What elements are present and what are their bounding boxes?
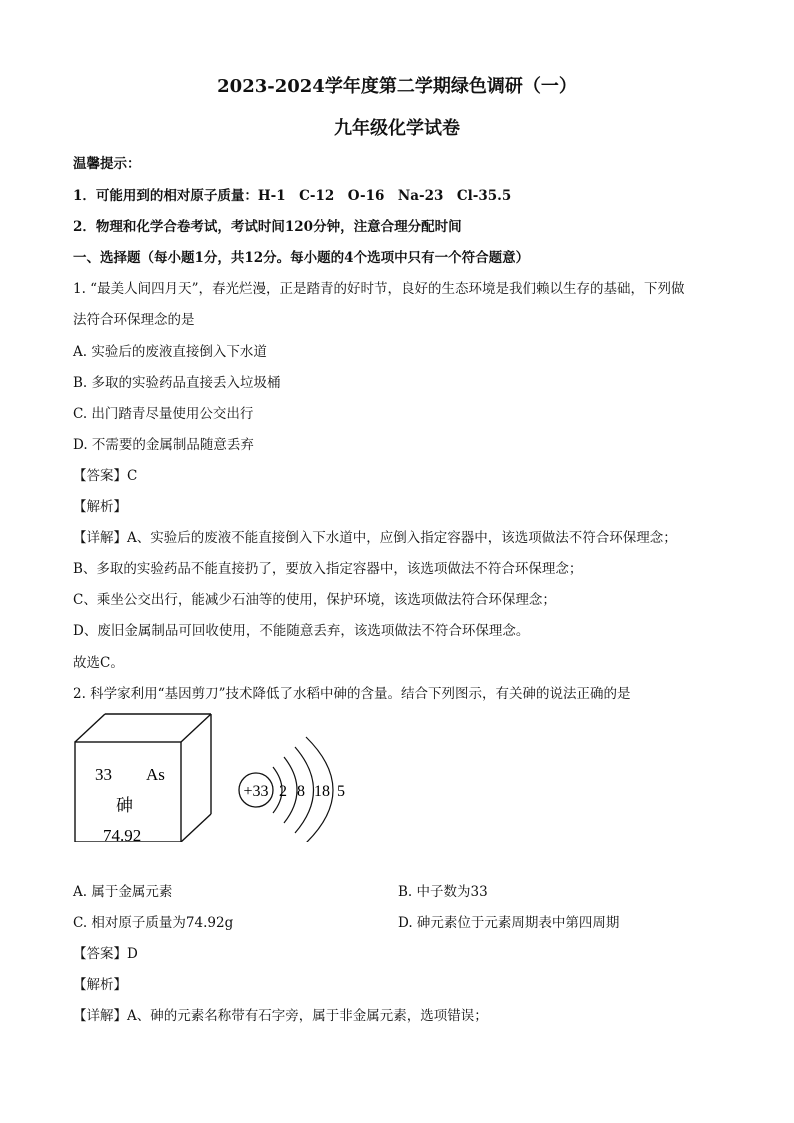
atomic-number: 33 [95, 765, 112, 784]
exam-title: 2023-2024学年度第二学期绿色调研（一） [217, 76, 577, 97]
q2-analysis-label: 【解析】 [73, 977, 127, 993]
atom-structure-diagram [239, 737, 345, 842]
q2-option-d: D. 砷元素位于元素周期表中第四周期 [398, 915, 620, 931]
exam-subtitle: 九年级化学试卷 [334, 118, 460, 139]
arsenic-figure [70, 712, 370, 842]
q1-answer: 【答案】C [73, 468, 138, 484]
q1-analysis-label: 【解析】 [73, 499, 127, 515]
q2-option-b: B. 中子数为33 [398, 884, 488, 900]
q1-option-b: B. 多取的实验药品直接丢入垃圾桶 [73, 375, 281, 391]
nucleus-charge: +33 [243, 783, 269, 800]
q1-detail-4: D、废旧金属制品可回收使用，不能随意丢弃，该选项做法不符合环保理念。 [73, 623, 530, 639]
q1-option-a: A. 实验后的废液直接倒入下水道 [73, 344, 267, 360]
q2-option-c: C. 相对原子质量为74.92g [73, 915, 234, 931]
q1-stem-line1: 1. “最美人间四月天”，春光烂漫，正是踏青的好时节，良好的生态环境是我们赖以生存的基础，下列做 [73, 281, 685, 297]
atomic-mass: 74.92 [103, 826, 142, 842]
element-name: 砷 [116, 796, 133, 816]
element-symbol: As [146, 765, 165, 784]
q1-detail-1: 【详解】A、实验后的废液不能直接倒入下水道中，应倒入指定容器中，该选项做法不符合环保理念； [73, 530, 677, 546]
q1-option-c: C. 出门踏青尽量使用公交出行 [73, 406, 254, 422]
shell-electron-count: 18 [314, 783, 330, 800]
shell-electron-count: 5 [337, 783, 345, 800]
q1-stem-line2: 法符合环保理念的是 [73, 312, 195, 328]
tip-2: 2．物理和化学合卷考试，考试时间120分钟，注意合理分配时间 [73, 219, 462, 235]
q1-conclusion: 故选C。 [73, 655, 124, 671]
q1-detail-2: B、多取的实验药品不能直接扔了，要放入指定容器中，该选项做法不符合环保理念； [73, 561, 583, 577]
q2-stem: 2. 科学家利用“基因剪刀”技术降低了水稻中砷的含量。结合下列图示，有关砷的说法正确的是 [73, 686, 631, 702]
section-heading: 一、选择题（每小题1分，共12分。每小题的4个选项中只有一个符合题意） [73, 250, 530, 266]
tips-heading: 温馨提示： [73, 156, 141, 172]
q1-detail-3: C、乘坐公交出行，能减少石油等的使用，保护环境，该选项做法符合环保理念； [73, 592, 556, 608]
q2-option-a: A. 属于金属元素 [73, 884, 173, 900]
q1-option-d: D. 不需要的金属制品随意丢弃 [73, 437, 254, 453]
q2-answer: 【答案】D [73, 946, 138, 962]
tip-1: 1．可能用到的相对原子质量：H-1 C-12 O-16 Na-23 Cl-35.5 [73, 188, 512, 204]
shell-electron-count: 8 [297, 783, 305, 800]
shell-electron-count: 2 [279, 783, 287, 800]
q2-detail-1: 【详解】A、砷的元素名称带有石字旁，属于非金属元素，选项错误； [73, 1008, 488, 1024]
